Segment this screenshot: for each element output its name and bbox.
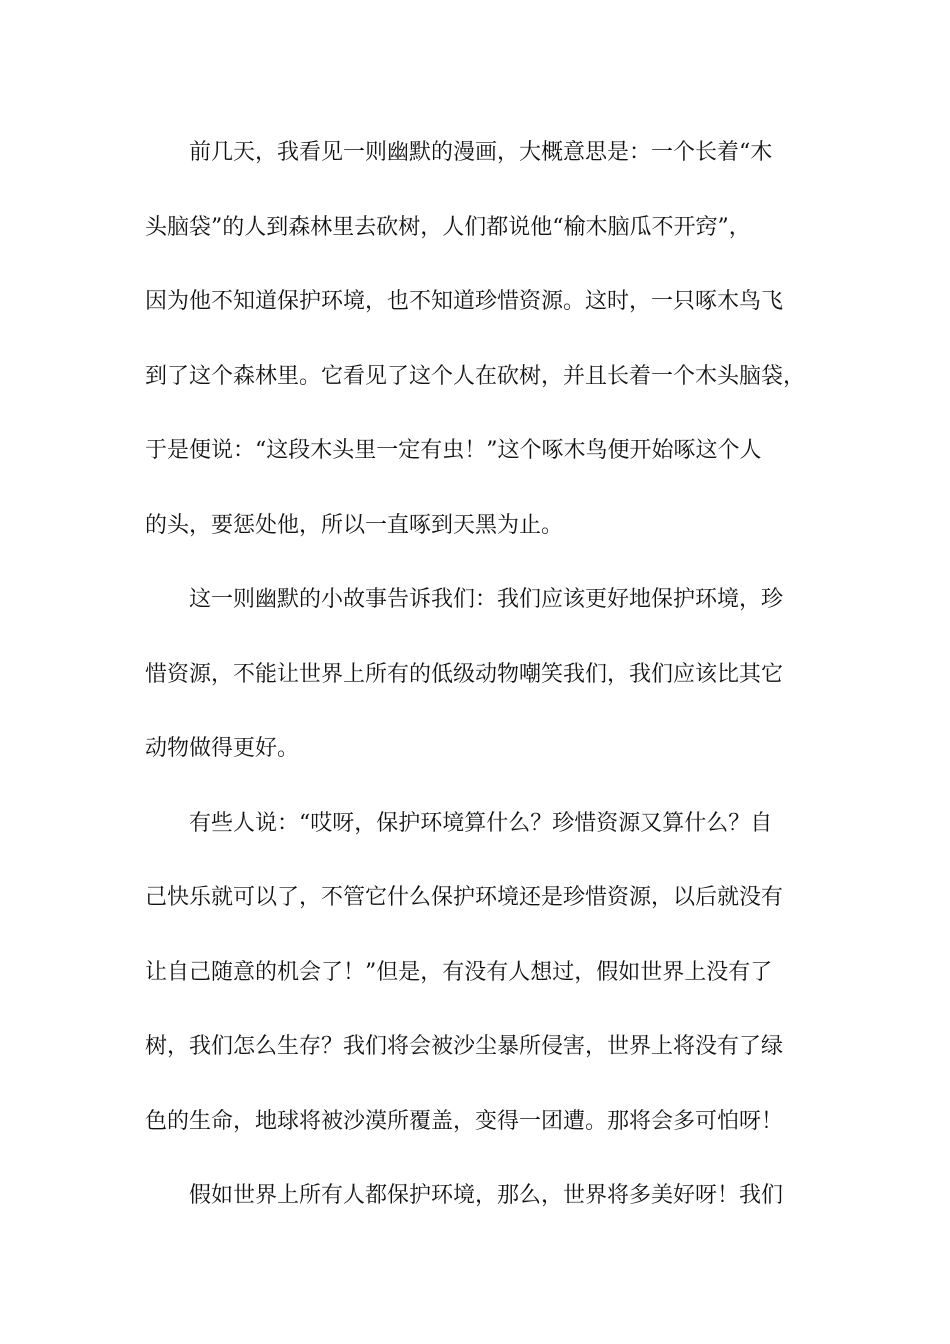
paragraph-1-line-1: 前几天，我看见一则幽默的漫画，大概意思是：一个长着“木	[189, 140, 773, 165]
paragraph-3-line-2: 己快乐就可以了，不管它什么保护环境还是珍惜资源，以后就没有	[145, 885, 784, 910]
paragraph-3-line-1: 有些人说：“哎呀，保护环境算什么？珍惜资源又算什么？自	[189, 810, 773, 836]
paragraph-4-line-1: 假如世界上所有人都保护环境，那么，世界将多美好呀！我们	[189, 1183, 784, 1208]
paragraph-1-line-2: 头脑袋”的人到森林里去砍树，人们都说他“榆木脑瓜不开窍”，	[145, 214, 751, 240]
paragraph-3-line-5: 色的生命，地球将被沙漠所覆盖，变得一团遭。那将会多可怕呀！	[145, 1108, 784, 1134]
paragraph-1-line-5: 于是便说：“这段木头里一定有虫！”这个啄木鸟便开始啄这个人	[145, 438, 762, 463]
document-body	[145, 131, 825, 1249]
paragraph-1-line-4: 到了这个森林里。它看见了这个人在砍树，并且长着一个木头脑袋，	[145, 363, 806, 389]
paragraph-3-line-4: 树，我们怎么生存？我们将会被沙尘暴所侵害，世界上将没有了绿	[145, 1034, 784, 1059]
paragraph-1-line-6: 的头，要惩处他，所以一直啄到天黑为止。	[145, 512, 564, 538]
paragraph-3-line-3: 让自己随意的机会了！”但是，有没有人想过，假如世界上没有了	[145, 959, 773, 985]
paragraph-1-line-3: 因为他不知道保护环境，也不知道珍惜资源。这时，一只啄木鸟飞	[145, 289, 784, 314]
paragraph-2-line-2: 惜资源，不能让世界上所有的低级动物嘲笑我们，我们应该比其它	[145, 661, 784, 687]
paragraph-2-line-1: 这一则幽默的小故事告诉我们：我们应该更好地保护环境，珍	[189, 587, 784, 612]
paragraph-2-line-3: 动物做得更好。	[145, 736, 300, 761]
